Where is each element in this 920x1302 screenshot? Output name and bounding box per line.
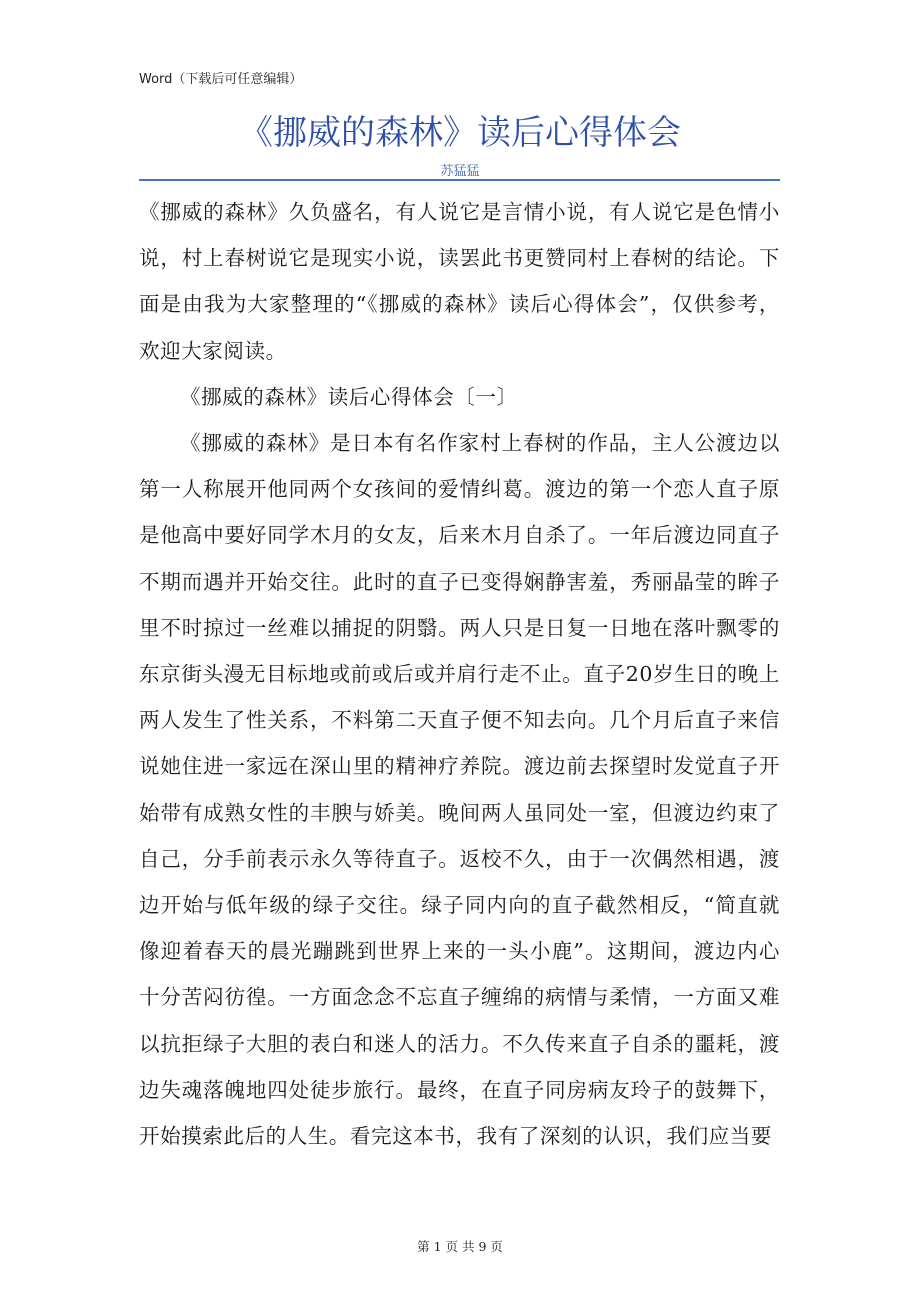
document-author: 苏猛猛 (440, 164, 480, 179)
section-heading: 《挪威的森林》读后心得体会〔一〕 (180, 384, 518, 409)
document-title: 《挪威的森林》读后心得体会 (239, 113, 681, 153)
body-paragraph: 《挪威的森林》是日本有名作家村上春树的作品，主人公渡边以第一人称展开他同两个女孩间的爱情纠葛。渡边的第一个恋人直子原是他高中要好同学木月的女友，后来木月自杀了。一年后渡边同直子不期而遇并开始交往。此时的直子已变得娴静害羞，秀丽晶莹的眸子里不时掠过一丝难以捕捉的阴翳。两人只是日复一日地在落叶飘零的东京街头漫无目标地或前或后或并肩行走不止。直子20岁生日的晚上两人发生了性关系，不料第二天直子便不知去向。几个月后直子来信说她住进一家远在深山里的精神疗养院。渡边前去探望时发觉直子开始带有成熟女性的丰腴与娇美。晚间两人虽同处一室，但渡边约束了自己，分手前表示永久等待直子。返校不久，由于一次偶然相遇，渡边开始与低年级的绿子交往。绿子同内向的直子截然相反，“简直就像迎着春天的晨光蹦跳到世界上来的一头小鹿”。这期间，渡边内心十分苦闷彷徨。一方面念念不忘直子缠绵的病情与柔情，一方面又难以抗拒绿子大胆的表白和迷人的活力。不久传来直子自杀的噩耗，渡边失魂落魄地四处徒步旅行。最终，在直子同房病友玲子的鼓舞下，开始摸索此后的人生。看完这本书，我有了深刻的认识，我们应当要 (139, 431, 780, 1149)
header-note: Word（下载后可任意编辑） (139, 72, 303, 87)
title-divider (139, 179, 780, 181)
intro-paragraph: 《挪威的森林》久负盛名，有人说它是言情小说，有人说它是色情小说，村上春树说它是现实小说，读罢此书更赞同村上春树的结论。下面是由我为大家整理的“《挪威的森林》读后心得体会”，仅供参考，欢迎大家阅读。 (139, 200, 780, 363)
page-number: 第 1 页 共 9 页 (417, 1239, 503, 1254)
document-body (139, 189, 780, 1159)
